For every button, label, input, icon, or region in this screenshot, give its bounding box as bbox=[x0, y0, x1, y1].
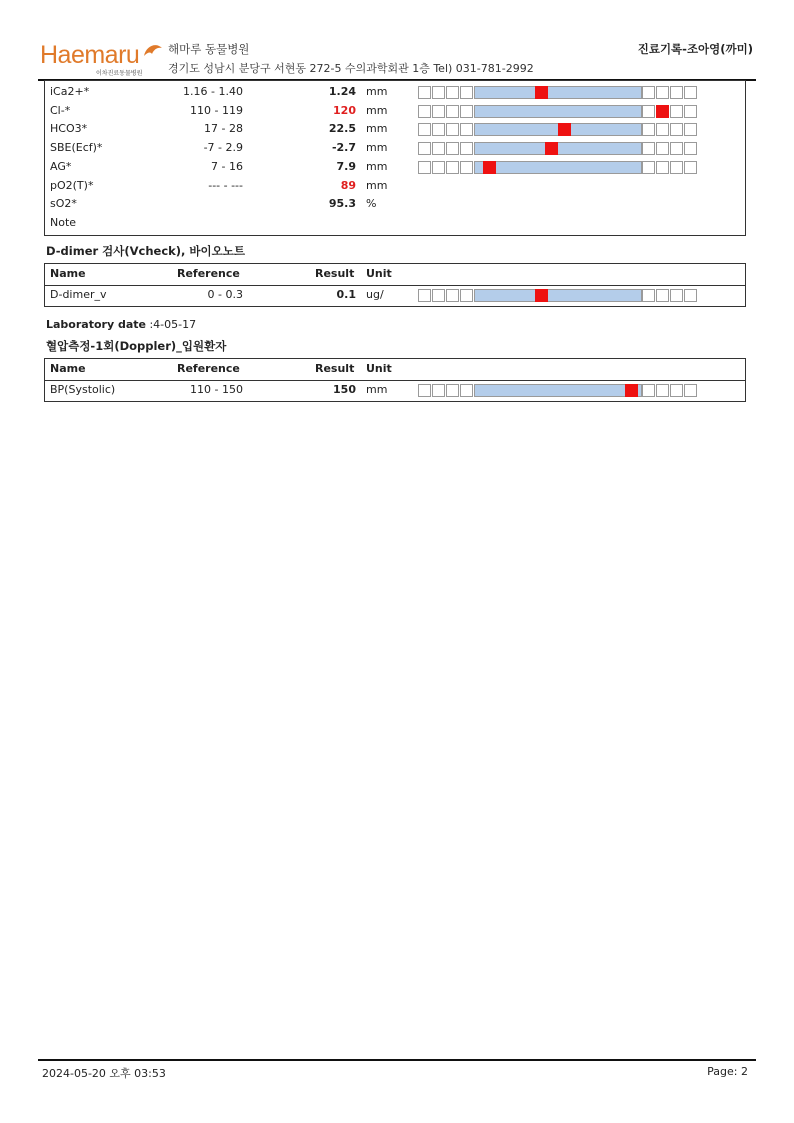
result-value: 0.1 bbox=[336, 288, 356, 301]
table-row bbox=[45, 120, 745, 138]
range-cell bbox=[446, 105, 459, 118]
result-value: 7.9 bbox=[336, 159, 356, 173]
table-row bbox=[45, 286, 745, 304]
result-marker bbox=[656, 105, 669, 118]
range-cell bbox=[670, 105, 683, 118]
result-value: -2.7 bbox=[331, 141, 356, 155]
result-value: 1.24 bbox=[328, 85, 356, 98]
range-cell bbox=[446, 289, 459, 302]
result-marker bbox=[625, 384, 638, 397]
logo-subtitle: 이차진료동물병원 bbox=[96, 70, 143, 77]
unit: mm bbox=[366, 383, 388, 396]
test-name: BP(Systolic) bbox=[50, 383, 116, 396]
test-name: Cl-* bbox=[50, 103, 71, 117]
range-cell bbox=[656, 161, 669, 174]
result-value: 150 bbox=[333, 383, 356, 396]
table-row bbox=[45, 214, 745, 232]
range-cell bbox=[642, 289, 655, 302]
laboratory-date-value: :4-05-17 bbox=[149, 318, 197, 331]
range-cell bbox=[684, 161, 697, 174]
range-cell bbox=[460, 86, 473, 99]
result-range-bar bbox=[418, 86, 698, 99]
reference-range: 110 - 150 bbox=[190, 383, 243, 396]
range-cell bbox=[418, 289, 431, 302]
range-cell bbox=[656, 289, 669, 302]
range-cell bbox=[446, 123, 459, 136]
reference-range-fill bbox=[474, 289, 642, 302]
range-cell bbox=[432, 384, 445, 397]
unit: mm bbox=[366, 85, 388, 98]
result-marker bbox=[558, 123, 571, 136]
table-row bbox=[45, 139, 745, 157]
range-cell bbox=[418, 142, 431, 155]
test-name: iCa2+* bbox=[50, 85, 90, 98]
range-cell bbox=[642, 123, 655, 136]
table-row bbox=[45, 177, 745, 195]
range-cell bbox=[642, 384, 655, 397]
result-value: 120 bbox=[333, 103, 356, 117]
logo-text: Haemaru bbox=[40, 41, 140, 69]
result-range-bar bbox=[418, 289, 698, 302]
test-name: HCO3* bbox=[50, 122, 88, 136]
result-marker bbox=[535, 86, 548, 99]
blood-gas-table bbox=[44, 80, 746, 236]
result-range-bar bbox=[418, 161, 698, 174]
table-header bbox=[45, 265, 745, 283]
range-cell bbox=[460, 289, 473, 302]
unit: ug/ bbox=[366, 288, 384, 301]
reference-range-fill bbox=[474, 384, 642, 397]
range-cell bbox=[642, 161, 655, 174]
range-cell bbox=[432, 161, 445, 174]
header-unit: Unit bbox=[366, 267, 392, 280]
result-value: 22.5 bbox=[328, 122, 356, 136]
range-cell bbox=[684, 142, 697, 155]
test-name: D-dimer_v bbox=[50, 288, 107, 301]
unit: mm bbox=[366, 122, 388, 136]
range-cell bbox=[642, 142, 655, 155]
reference-range: --- - --- bbox=[208, 178, 243, 192]
range-cell bbox=[642, 86, 655, 99]
range-cell bbox=[418, 86, 431, 99]
range-cell bbox=[432, 142, 445, 155]
result-range-bar bbox=[418, 105, 698, 118]
reference-range-fill bbox=[474, 142, 642, 155]
reference-range: -7 - 2.9 bbox=[203, 141, 243, 155]
hospital-address: 경기도 성남시 분당구 서현동 272-5 수의과학회관 1층 Tel) 031-781-2992 bbox=[168, 62, 534, 75]
table-header bbox=[45, 360, 745, 378]
reference-range-fill bbox=[474, 161, 642, 174]
header-name: Name bbox=[50, 267, 86, 280]
unit: mm bbox=[366, 178, 388, 192]
document-title: 진료기록-조아영(까미) bbox=[637, 42, 753, 56]
laboratory-date bbox=[46, 318, 196, 331]
range-cell bbox=[684, 105, 697, 118]
test-name: SBE(Ecf)* bbox=[50, 141, 103, 155]
result-range-bar bbox=[418, 123, 698, 136]
footer-divider bbox=[38, 1059, 756, 1061]
haemaru-logo bbox=[40, 40, 165, 78]
range-cell bbox=[446, 142, 459, 155]
range-cell bbox=[656, 123, 669, 136]
range-cell bbox=[642, 105, 655, 118]
range-cell bbox=[418, 123, 431, 136]
bp-section-title: 혈압측정-1회(Doppler)_입원환자 bbox=[46, 339, 227, 353]
range-cell bbox=[432, 289, 445, 302]
unit: mm bbox=[366, 159, 388, 173]
range-cell bbox=[460, 123, 473, 136]
test-name: sO2* bbox=[50, 197, 77, 211]
table-row bbox=[45, 102, 745, 120]
result-range-bar bbox=[418, 384, 698, 397]
test-name: Note bbox=[50, 215, 77, 229]
range-cell bbox=[670, 161, 683, 174]
reference-range-fill bbox=[474, 86, 642, 99]
range-cell bbox=[460, 161, 473, 174]
hospital-name: 해마루 동물병원 bbox=[168, 42, 250, 56]
range-cell bbox=[460, 105, 473, 118]
header-unit: Unit bbox=[366, 362, 392, 375]
result-marker bbox=[483, 161, 496, 174]
range-cell bbox=[684, 123, 697, 136]
range-cell bbox=[656, 142, 669, 155]
result-marker bbox=[535, 289, 548, 302]
range-cell bbox=[432, 123, 445, 136]
range-cell bbox=[670, 86, 683, 99]
unit: mm bbox=[366, 103, 388, 117]
range-cell bbox=[656, 86, 669, 99]
reference-range: 7 - 16 bbox=[211, 159, 243, 173]
print-datetime: 2024-05-20 오후 03:53 bbox=[42, 1067, 166, 1080]
table-row bbox=[45, 381, 745, 399]
range-cell bbox=[670, 289, 683, 302]
ddimer-table bbox=[44, 263, 746, 307]
header-name: Name bbox=[50, 362, 86, 375]
unit: mm bbox=[366, 141, 388, 155]
result-marker bbox=[545, 142, 558, 155]
range-cell bbox=[670, 123, 683, 136]
table-row bbox=[45, 83, 745, 101]
range-cell bbox=[446, 161, 459, 174]
reference-range-fill bbox=[474, 105, 642, 118]
table-row bbox=[45, 158, 745, 176]
range-cell bbox=[432, 86, 445, 99]
reference-range: 1.16 - 1.40 bbox=[183, 85, 243, 98]
range-cell bbox=[418, 161, 431, 174]
range-cell bbox=[684, 86, 697, 99]
range-cell bbox=[418, 105, 431, 118]
ddimer-section-title: D-dimer 검사(Vcheck), 바이오노트 bbox=[46, 244, 245, 258]
range-cell bbox=[684, 384, 697, 397]
bp-table bbox=[44, 358, 746, 402]
header-result: Result bbox=[315, 362, 355, 375]
result-value: 89 bbox=[340, 178, 356, 192]
table-row bbox=[45, 195, 745, 213]
reference-range: 17 - 28 bbox=[204, 122, 243, 136]
seahorse-icon bbox=[142, 42, 164, 60]
test-name: pO2(T)* bbox=[50, 178, 94, 192]
range-cell bbox=[446, 384, 459, 397]
page-number: Page: 2 bbox=[707, 1065, 748, 1078]
reference-range: 0 - 0.3 bbox=[207, 288, 243, 301]
header-reference: Reference bbox=[177, 267, 240, 280]
range-cell bbox=[656, 384, 669, 397]
laboratory-date-label: Laboratory date bbox=[46, 318, 146, 331]
range-cell bbox=[460, 384, 473, 397]
range-cell bbox=[460, 142, 473, 155]
test-name: AG* bbox=[50, 159, 72, 173]
range-cell bbox=[432, 105, 445, 118]
range-cell bbox=[418, 384, 431, 397]
range-cell bbox=[684, 289, 697, 302]
unit: % bbox=[366, 197, 377, 211]
range-cell bbox=[670, 384, 683, 397]
range-cell bbox=[446, 86, 459, 99]
reference-range: 110 - 119 bbox=[190, 103, 243, 117]
result-value: 95.3 bbox=[328, 197, 356, 211]
header-reference: Reference bbox=[177, 362, 240, 375]
result-range-bar bbox=[418, 142, 698, 155]
header-result: Result bbox=[315, 267, 355, 280]
range-cell bbox=[670, 142, 683, 155]
